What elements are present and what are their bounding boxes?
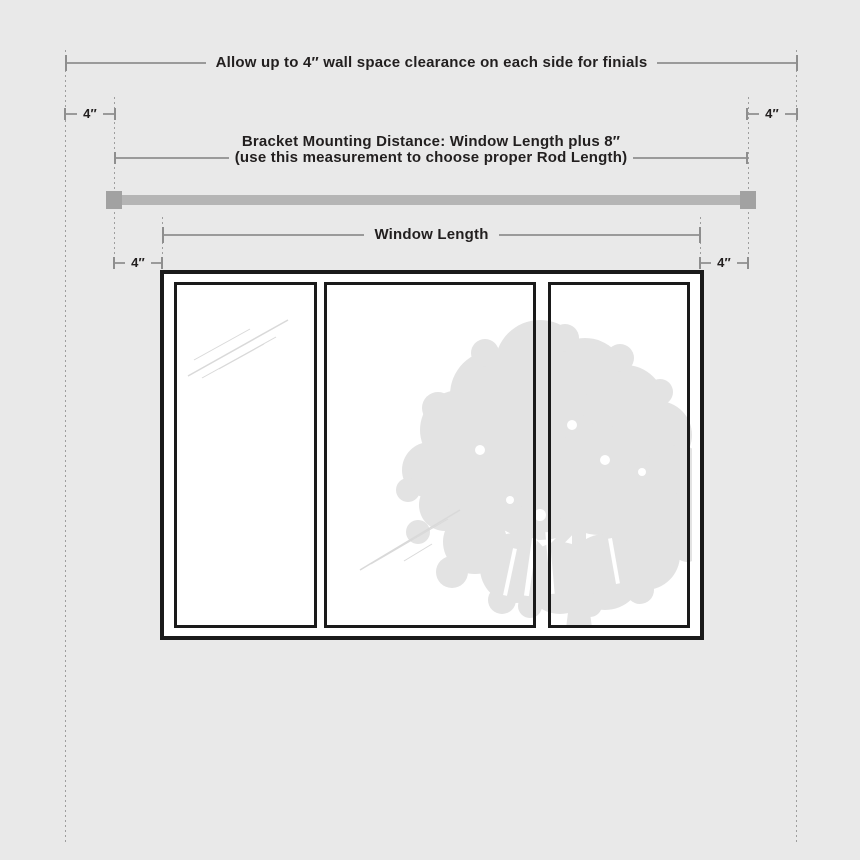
guide-line-bracket-right bbox=[748, 97, 749, 268]
window-length-dimension bbox=[162, 227, 701, 243]
rod-overhang-left-label: 4″ bbox=[131, 255, 145, 270]
dimension-line bbox=[737, 262, 747, 264]
dimension-line bbox=[151, 262, 161, 264]
dimension-line bbox=[633, 157, 746, 159]
dimension-line bbox=[499, 234, 699, 236]
bracket-distance-dimension bbox=[114, 132, 748, 184]
dimension-tick bbox=[114, 108, 116, 120]
finial-clearance-label: Allow up to 4″ wall space clearance on each side for finials bbox=[215, 54, 648, 71]
dimension-line bbox=[66, 113, 77, 115]
dimension-tick bbox=[699, 227, 701, 243]
window-frame bbox=[160, 270, 704, 640]
finial-gap-right-dimension bbox=[746, 107, 798, 121]
dimension-tick bbox=[746, 152, 748, 164]
rod-overhang-right-label: 4″ bbox=[717, 255, 731, 270]
guide-line-outer-left bbox=[65, 50, 66, 845]
window-pane-left bbox=[174, 282, 317, 628]
finial-gap-left-dimension bbox=[64, 107, 116, 121]
dimension-line bbox=[785, 113, 796, 115]
dimension-tick bbox=[796, 108, 798, 120]
dimension-tick bbox=[161, 257, 163, 269]
bracket-distance-line2: (use this measurement to choose proper Rod Length) bbox=[234, 149, 628, 166]
dimension-line bbox=[657, 62, 796, 64]
dimension-line bbox=[116, 157, 229, 159]
dimension-line bbox=[701, 262, 711, 264]
dimension-tick bbox=[796, 55, 798, 71]
guide-line-outer-right bbox=[796, 50, 797, 845]
finial-gap-right-label: 4″ bbox=[765, 106, 779, 121]
window-pane-right bbox=[548, 282, 690, 628]
bracket-distance-label bbox=[229, 134, 634, 166]
rod-bracket-left bbox=[106, 191, 122, 209]
finial-clearance-dimension bbox=[65, 55, 798, 71]
window-pane-center bbox=[324, 282, 536, 628]
window-length-label: Window Length bbox=[374, 226, 489, 243]
finial-gap-left-label: 4″ bbox=[83, 106, 97, 121]
rod-overhang-right-dimension bbox=[699, 256, 749, 270]
dimension-line bbox=[67, 62, 206, 64]
curtain-rod bbox=[114, 195, 748, 205]
bracket-distance-line1: Bracket Mounting Distance: Window Length plus 8″ bbox=[241, 133, 621, 150]
rod-overhang-left-dimension bbox=[113, 256, 163, 270]
dimension-line bbox=[103, 113, 114, 115]
dimension-line bbox=[115, 262, 125, 264]
dimension-tick bbox=[747, 257, 749, 269]
rod-bracket-right bbox=[740, 191, 756, 209]
dimension-line bbox=[164, 234, 364, 236]
dimension-line bbox=[748, 113, 759, 115]
